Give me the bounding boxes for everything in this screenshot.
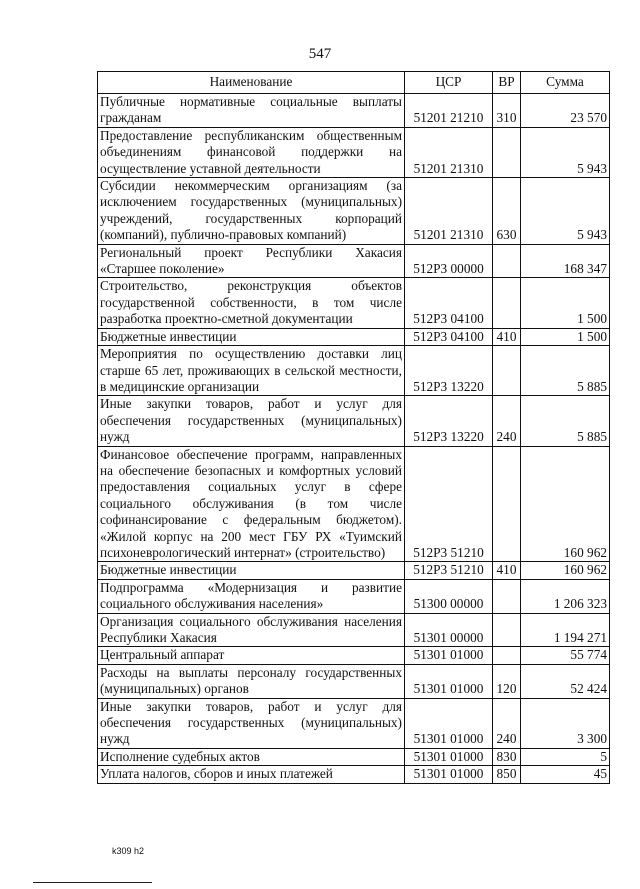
row-sum: 5 885 — [521, 346, 610, 396]
row-csr: 51201 21310 — [405, 178, 493, 245]
row-vr: 240 — [493, 698, 521, 748]
row-vr: 410 — [493, 562, 521, 579]
row-name: Подпрограмма «Модернизация и развитие социального обслуживания населения» — [98, 579, 405, 613]
row-sum: 52 424 — [521, 664, 610, 698]
row-name: Иные закупки товаров, работ и услуг для обеспечения государственных (муниципальных) нужд — [98, 396, 405, 446]
row-csr: 51301 01000 — [405, 748, 493, 765]
row-vr — [493, 278, 521, 328]
row-name: Исполнение судебных актов — [98, 748, 405, 765]
row-sum: 45 — [521, 766, 610, 783]
row-csr: 51201 21210 — [405, 94, 493, 128]
table-row — [98, 178, 610, 245]
row-vr — [493, 244, 521, 278]
row-csr: 51300 00000 — [405, 579, 493, 613]
row-csr: 512P3 13220 — [405, 396, 493, 446]
row-csr: 512P3 04100 — [405, 328, 493, 345]
table-row — [98, 579, 610, 613]
row-csr: 51301 01000 — [405, 664, 493, 698]
row-csr: 51301 01000 — [405, 698, 493, 748]
table-row — [98, 446, 610, 562]
row-sum: 55 774 — [521, 647, 610, 664]
row-csr: 512P3 00000 — [405, 244, 493, 278]
row-vr: 850 — [493, 766, 521, 783]
row-sum: 23 570 — [521, 94, 610, 128]
row-name: Расходы на выплаты персоналу государственных (муниципальных) органов — [98, 664, 405, 698]
row-vr — [493, 127, 521, 177]
table-header-row — [98, 72, 610, 94]
table-row — [98, 278, 610, 328]
table-row — [98, 748, 610, 765]
row-name: Субсидии некоммерческим организациям (за исключением государственных (муниципальных) учреждений, государственных корпораций (компаний), публично-правовых компаний) — [98, 178, 405, 245]
row-csr: 512P3 04100 — [405, 278, 493, 328]
row-name: Центральный аппарат — [98, 647, 405, 664]
table-row — [98, 698, 610, 748]
row-vr: 830 — [493, 748, 521, 765]
row-csr: 51201 21310 — [405, 127, 493, 177]
row-name: Строительство, реконструкция объектов государственной собственности, в том числе разработка проектно-сметной документации — [98, 278, 405, 328]
budget-table — [97, 71, 610, 784]
row-sum: 3 300 — [521, 698, 610, 748]
row-vr — [493, 579, 521, 613]
header-vr: ВР — [493, 72, 521, 94]
row-vr: 310 — [493, 94, 521, 128]
table-row — [98, 94, 610, 128]
table-row — [98, 328, 610, 345]
row-name: Финансовое обеспечение программ, направленных на обеспечение безопасных и комфортных условий предоставления социальных услуг в сфере социального обслуживания (в том числе софинансирование с федеральным бюджетом). «Жилой корпус на 200 мест ГБУ РХ «Туимский психоневрологический интернат» (строительство) — [98, 446, 405, 562]
row-name: Бюджетные инвестиции — [98, 562, 405, 579]
row-sum: 160 962 — [521, 562, 610, 579]
row-vr: 120 — [493, 664, 521, 698]
row-name: Мероприятия по осуществлению доставки лиц старше 65 лет, проживающих в сельской местности, в медицинские организации — [98, 346, 405, 396]
row-csr: 512P3 51210 — [405, 446, 493, 562]
table-row — [98, 244, 610, 278]
table-row — [98, 346, 610, 396]
row-name: Организация социального обслуживания населения Республики Хакасия — [98, 613, 405, 647]
row-csr: 512P3 51210 — [405, 562, 493, 579]
row-sum: 5 — [521, 748, 610, 765]
row-sum: 1 206 323 — [521, 579, 610, 613]
row-sum: 1 500 — [521, 328, 610, 345]
row-vr: 410 — [493, 328, 521, 345]
table-row — [98, 664, 610, 698]
row-vr: 240 — [493, 396, 521, 446]
page-number: 547 — [308, 46, 332, 62]
table-row — [98, 562, 610, 579]
header-sum: Сумма — [521, 72, 610, 94]
row-name: Публичные нормативные социальные выплаты гражданам — [98, 94, 405, 128]
header-csr: ЦСР — [405, 72, 493, 94]
table-row — [98, 613, 610, 647]
row-csr: 51301 00000 — [405, 613, 493, 647]
table-row — [98, 127, 610, 177]
table-row — [98, 766, 610, 783]
row-sum: 168 347 — [521, 244, 610, 278]
row-csr: 512P3 13220 — [405, 346, 493, 396]
row-sum: 5 943 — [521, 127, 610, 177]
row-name: Иные закупки товаров, работ и услуг для обеспечения государственных (муниципальных) нужд — [98, 698, 405, 748]
footer-divider — [33, 882, 152, 883]
row-vr — [493, 647, 521, 664]
row-name: Уплата налогов, сборов и иных платежей — [98, 766, 405, 783]
row-sum: 1 500 — [521, 278, 610, 328]
row-sum: 5 943 — [521, 178, 610, 245]
row-sum: 1 194 271 — [521, 613, 610, 647]
row-name: Бюджетные инвестиции — [98, 328, 405, 345]
row-csr: 51301 01000 — [405, 766, 493, 783]
row-sum: 5 885 — [521, 396, 610, 446]
row-name: Региональный проект Республики Хакасия «Старшее поколение» — [98, 244, 405, 278]
row-vr — [493, 446, 521, 562]
footer-code: k309 h2 — [112, 846, 145, 856]
row-vr: 630 — [493, 178, 521, 245]
header-name: Наименование — [98, 72, 405, 94]
table-row — [98, 647, 610, 664]
row-vr — [493, 613, 521, 647]
row-csr: 51301 01000 — [405, 647, 493, 664]
row-sum: 160 962 — [521, 446, 610, 562]
row-name: Предоставление республиканским общественным объединениям финансовой поддержки на осуществление уставной деятельности — [98, 127, 405, 177]
row-vr — [493, 346, 521, 396]
table-row — [98, 396, 610, 446]
